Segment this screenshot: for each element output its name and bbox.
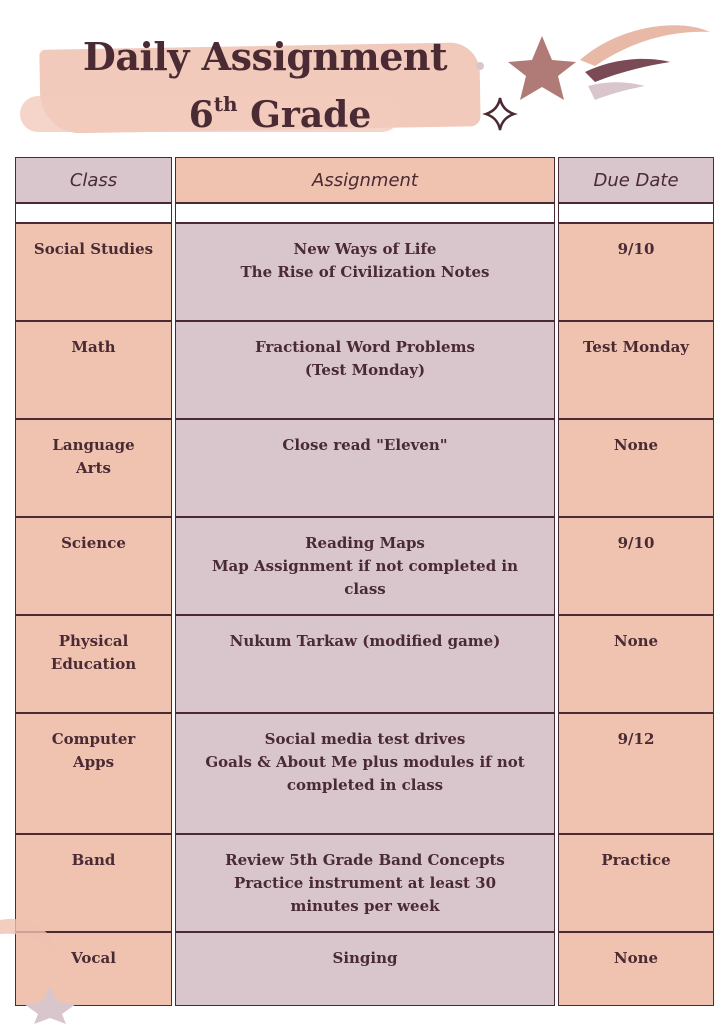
class-cell: Computer Apps [15, 713, 172, 834]
grade-word: Grade [250, 94, 372, 136]
assignment-cell: Nukum Tarkaw (modified game) [175, 615, 555, 713]
class-cell: Physical Education [15, 615, 172, 713]
sparkle-icon [486, 98, 514, 130]
due-date-cell: 9/12 [558, 713, 714, 834]
dot-icon [476, 62, 484, 70]
shooting-star-decoration [470, 10, 724, 140]
star-icon [508, 36, 576, 100]
assignment-cell: New Ways of Life The Rise of Civilization Notes [175, 223, 555, 321]
corner-star-decoration [0, 900, 110, 1024]
table-row [15, 321, 714, 419]
assignment-cell: Review 5th Grade Band Concepts Practice instrument at least 30 minutes per week [175, 834, 555, 932]
class-cell: Language Arts [15, 419, 172, 517]
grade-suffix: th [213, 92, 238, 116]
assignment-cell: Close read "Eleven" [175, 419, 555, 517]
assignment-cell: Fractional Word Problems (Test Monday) [175, 321, 555, 419]
due-date-cell: None [558, 932, 714, 1006]
due-date-cell: 9/10 [558, 517, 714, 615]
class-cell: Social Studies [15, 223, 172, 321]
column-header-due-date: Due Date [558, 157, 714, 203]
table-row [15, 932, 714, 1006]
assignment-table [12, 157, 717, 1006]
due-date-cell: 9/10 [558, 223, 714, 321]
class-cell: Vocal [15, 932, 172, 1006]
column-header-class: Class [15, 157, 172, 203]
table-row [15, 615, 714, 713]
assignment-cell: Social media test drives Goals & About Me plus modules if not completed in class [175, 713, 555, 834]
table-row [15, 223, 714, 321]
due-date-cell: None [558, 615, 714, 713]
assignment-cell: Reading Maps Map Assignment if not completed in class [175, 517, 555, 615]
table-row [15, 713, 714, 834]
due-date-cell: Practice [558, 834, 714, 932]
header [0, 0, 724, 150]
column-header-assignment: Assignment [175, 157, 555, 203]
grade-number: 6 [188, 94, 214, 136]
page-title: Daily Assignment [82, 34, 448, 79]
streak-icon [0, 919, 60, 960]
table-row [15, 419, 714, 517]
class-cell: Math [15, 321, 172, 419]
class-cell: Band [15, 834, 172, 932]
assignment-cell: Singing [175, 932, 555, 1006]
star-icon [24, 986, 76, 1024]
class-cell: Science [15, 517, 172, 615]
table-header-row [15, 157, 714, 203]
streak-icon [588, 82, 645, 100]
table-row [15, 834, 714, 932]
table-row [15, 517, 714, 615]
due-date-cell: None [558, 419, 714, 517]
due-date-cell: Test Monday [558, 321, 714, 419]
